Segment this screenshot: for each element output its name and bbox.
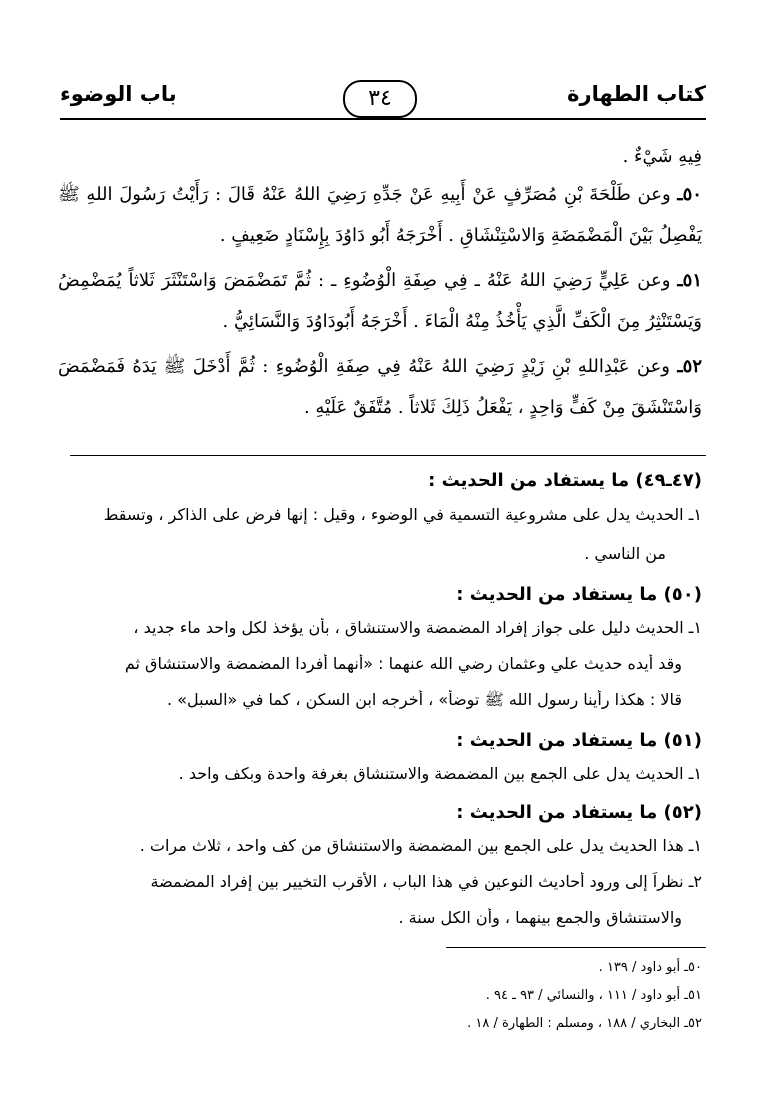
page-number: ٣٤ (343, 80, 417, 118)
benefit-line: ١ـ الحديث يدل على مشروعية التسمية في الوضوء ، وقيل : إنها فرض على الذاكر ، وتسقط (103, 505, 702, 524)
footnote: ٥٢ـ البخاري / ١٨٨ ، ومسلم : الطهارة / ١٨ . (467, 1016, 702, 1031)
hadith-text: فِيهِ شَيْءٌ . (622, 146, 702, 167)
page-header (60, 80, 706, 116)
footnote: ٥٠ـ أبو داود / ١٣٩ . (598, 960, 702, 975)
benefit-line: قالا : هكذا رأينا رسول الله ﷺ توضأ» ، أخرجه ابن السكن ، كما في «السبل» . (167, 690, 682, 709)
benefit-line: ١ـ هذا الحديث يدل على الجمع بين المضمضة والاستنشاق من كف واحد ، ثلاث مرات . (139, 836, 702, 855)
header-rule (60, 118, 706, 120)
hadith-number: ٥١ـ (677, 270, 702, 291)
benefit-line: ١ـ الحديث يدل على الجمع بين المضمضة والاستنشاق بغرفة واحدة وبكف واحد . (178, 764, 702, 783)
benefit-line: والاستنشاق والجمع بينهما ، وأن الكل سنة . (398, 908, 682, 927)
benefit-line: وقد أيده حديث علي وعثمان رضي الله عنهما : «أنهما أفردا المضمضة والاستنشاق ثم (124, 654, 682, 673)
hadith-continuation (58, 136, 702, 177)
benefit-title-51: (٥١) ما يستفاد من الحديث : (456, 730, 702, 751)
benefit-title-52: (٥٢) ما يستفاد من الحديث : (456, 802, 702, 823)
hadith-text: وعن عَلِيٍّ رَضِيَ اللهُ عَنْهُ ـ فِي صِفَةِ الْوُضُوءِ ـ : ثُمَّ تَمَضْمَضَ وَاسْتَنْثَرَ ثَلاثاً يُمَضْمِضُ وَيَسْتَنْثِرُ مِنَ الْكَفِّ الَّذِي يَأْخُذُ مِنْهُ الْمَاءَ . أَخْرَجَهُ أَبُودَاوُدَ وَالنَّسَائِيُّ . (58, 270, 702, 332)
footnote-divider (446, 947, 706, 948)
hadith-52 (58, 346, 702, 428)
hadith-51 (58, 260, 702, 342)
chapter-title: باب الوضوء (60, 82, 177, 106)
hadith-number: ٥٢ـ (677, 356, 702, 377)
hadith-text: وعن عَبْدِاللهِ بْنِ زَيْدٍ رَضِيَ اللهُ عَنْهُ فِي صِفَةِ الْوُضُوءِ : ثُمَّ أَدْخَلَ ﷺ يَدَهُ فَمَضْمَضَ وَاسْتَنْشَقَ مِنْ كَفٍّ وَاحِدٍ ، يَفْعَلُ ذَلِكَ ثَلاثاً . مُتَّفَقٌ عَلَيْهِ . (58, 356, 702, 418)
hadith-number: ٥٠ـ (677, 184, 702, 205)
hadith-50 (58, 174, 702, 256)
book-title: كتاب الطهارة (567, 82, 706, 106)
footnote: ٥١ـ أبو داود / ١١١ ، والنسائي / ٩٣ ـ ٩٤ . (485, 988, 702, 1003)
benefit-line: ٢ـ نظراً إلى ورود أحاديث النوعين في هذا الباب ، الأقرب التخيير بين إفراد المضمضة (150, 872, 702, 891)
benefit-title-50: (٥٠) ما يستفاد من الحديث : (456, 584, 702, 605)
benefit-title-47-49: (٤٧ـ٤٩) ما يستفاد من الحديث : (428, 470, 702, 491)
hadith-text: وعن طَلْحَةَ بْنِ مُصَرِّفٍ عَنْ أَبِيهِ عَنْ جَدِّهِ رَضِيَ اللهُ عَنْهُ قَالَ : رَأَيْتُ رَسُولَ اللهِ ﷺ يَفْصِلُ بَيْنَ الْمَضْمَضَةِ وَالاسْتِنْشَاقِ . أَخْرَجَهُ أَبُو دَاوُدَ بِإِسْنَادٍ ضَعِيفٍ . (58, 184, 702, 246)
benefit-line: من الناسي . (584, 544, 666, 563)
benefit-line: ١ـ الحديث دليل على جواز إفراد المضمضة والاستنشاق ، بأن يؤخذ لكل واحد ماء جديد ، (133, 618, 702, 637)
section-divider (70, 455, 706, 456)
